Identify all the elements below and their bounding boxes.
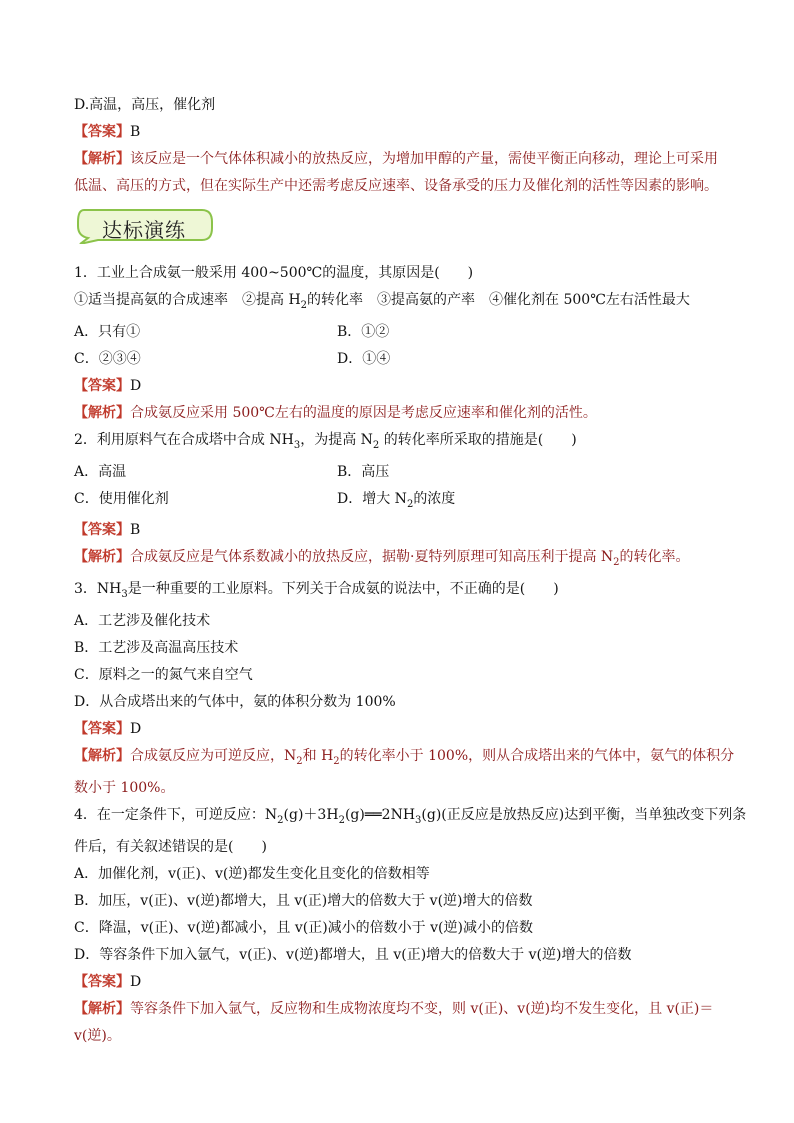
q2-answer: 【答案】B (74, 522, 141, 539)
q1-option-a: A．只有① (74, 323, 141, 340)
section-heading (74, 208, 724, 254)
q1-reasons: ①适当提高氨的合成速率 ②提高 $H_2$的转化率 ③提高氨的产率 ④催化剂在 500℃左右活性最大 (74, 292, 690, 311)
q4-answer: 【答案】D (74, 973, 142, 990)
document-page (74, 92, 747, 1050)
q2-options-row2 (74, 486, 724, 518)
q1-stem: 1．工业上合成氨一般采用 400~500℃的温度，其原因是( ) (74, 265, 474, 281)
q4-option-b: B．加压，v(正)、v(逆)都增大，且 v(正)增大的倍数大于 v(逆)增大的倍数 (74, 892, 533, 909)
q4-analysis-line2: v(逆)。 (74, 1027, 121, 1044)
prev-analysis-line2: 低温、高压的方式，但在实际生产中还需考虑反应速率、设备承受的压力及催化剂的活性等因素的影响。 (74, 178, 718, 194)
q3-option-b: B．工艺涉及高温高压技术 (74, 639, 239, 656)
q4-option-a: A．加催化剂，v(正)、v(逆)都发生变化且变化的倍数相等 (74, 865, 430, 882)
q3-analysis-line2: 数小于 100%。 (74, 779, 175, 796)
q3-answer: 【答案】D (74, 720, 142, 737)
q2-stem: 2．利用原料气在合成塔中合成 $NH_3$，为提高 $N_2$ 的转化率所采取的措施是( ) (74, 431, 577, 451)
q1-answer: 【答案】D (74, 377, 142, 394)
q3-option-c: C．原料之一的氮气来自空气 (74, 666, 253, 683)
q4-stem-line2: 件后，有关叙述错误的是( ) (74, 838, 267, 855)
q1-options-row1 (74, 319, 724, 346)
q3-stem: 3．$NH_3$是一种重要的工业原料。下列关于合成氨的说法中，不正确的是( ) (74, 581, 559, 600)
q4-analysis-line1: 【解析】等容条件下加入氩气，反应物和生成物浓度均不变，则 v(正)、v(逆)均不发生变化，且 v(正)＝ (74, 1000, 714, 1017)
q2-option-a: A．高温 (74, 463, 127, 480)
q3-option-d: D．从合成塔出来的气体中，氨的体积分数为 100% (74, 693, 396, 710)
prev-option-d: D.高温，高压，催化剂 (74, 97, 216, 113)
q2-analysis: 【解析】合成氨反应是气体系数减小的放热反应，据勒·夏特列原理可知高压利于提高 $N_2$的转化率。 (74, 549, 690, 569)
q2-option-c: C．使用催化剂 (74, 490, 169, 507)
q2-options-row1 (74, 459, 724, 486)
q3-option-a: A．工艺涉及催化技术 (74, 612, 211, 629)
q1-analysis: 【解析】合成氨反应采用 500℃左右的温度的原因是考虑反应速率和催化剂的活性。 (74, 404, 597, 421)
q1-options-row2 (74, 346, 724, 373)
q2-option-d: D．增大 $N_2$的浓度 (337, 490, 456, 510)
q4-option-d: D．等容条件下加入氩气，v(正)、v(逆)都增大，且 v(正)增大的倍数大于 v(逆)增大的倍数 (74, 946, 632, 963)
q4-option-c: C．降温，v(正)、v(逆)都减小，且 v(正)减小的倍数小于 v(逆)减小的倍数 (74, 919, 533, 936)
q1-option-c: C．②③④ (74, 350, 141, 367)
section-title: 达标演练 (102, 218, 186, 242)
prev-answer: 【答案】B (74, 124, 141, 140)
q1-option-d: D．①④ (337, 350, 391, 367)
q4-stem-line1: 4．在一定条件下，可逆反应：$N_2(g)+3H_2(g)══2NH_3(g)$(正反应是放热反应)达到平衡，当单独改变下列条 (74, 806, 747, 826)
q1-option-b: B．①② (337, 323, 390, 340)
q3-analysis-line1: 【解析】合成氨反应为可逆反应，$N_2$和 $H_2$的转化率小于 100%，则从合成塔出来的气体中，氨气的体积分 (74, 747, 735, 767)
q2-option-b: B．高压 (337, 463, 390, 480)
prev-analysis-line1: 【解析】该反应是一个气体体积减小的放热反应，为增加甲醇的产量，需使平衡正向移动，理论上可采用 (74, 151, 718, 167)
